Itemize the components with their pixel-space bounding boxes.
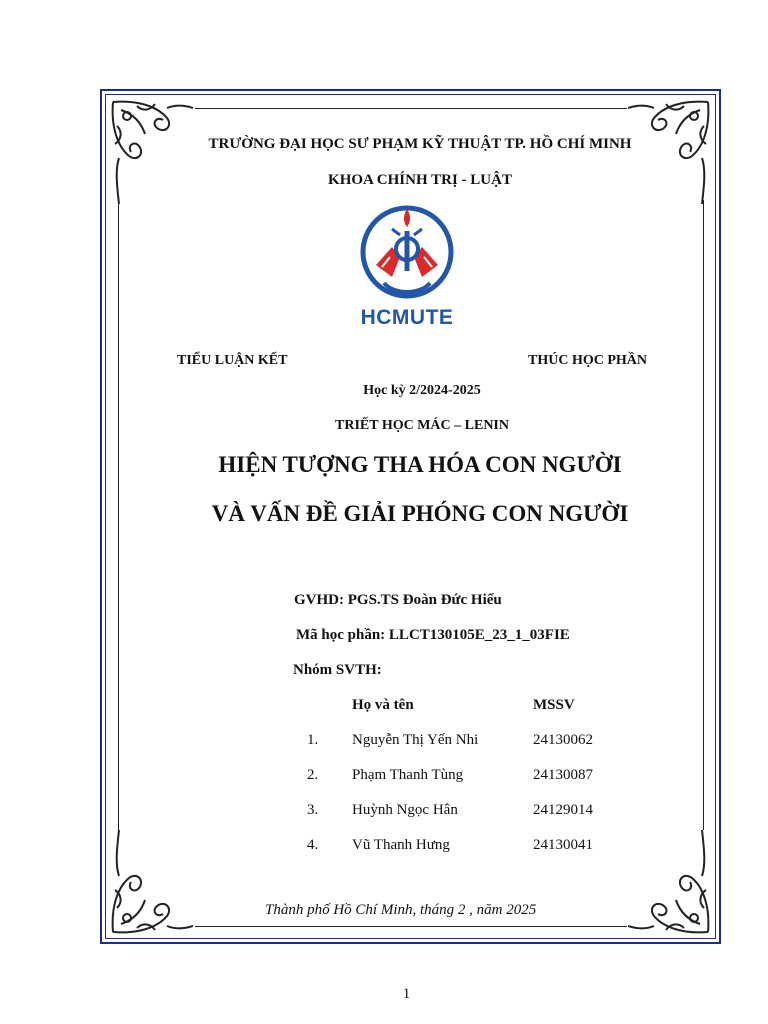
table-header-id: MSSV (533, 697, 575, 713)
essay-type-right: THÚC HỌC PHẦN (528, 353, 647, 368)
group-label: Nhóm SVTH: (293, 662, 382, 678)
logo-wordmark: HCMUTE (360, 306, 454, 329)
student-row-id: 24130087 (533, 767, 593, 783)
border-ornament-line-top (195, 108, 627, 109)
student-row-id: 24129014 (533, 802, 593, 818)
student-row-number: 1. (307, 732, 319, 748)
student-row-id: 24130062 (533, 732, 593, 748)
faculty-name: KHOA CHÍNH TRỊ - LUẬT (328, 172, 512, 188)
essay-title-line1: HIỆN TƯỢNG THA HÓA CON NGƯỜI (218, 452, 622, 477)
border-ornament-line-bottom (195, 926, 627, 927)
student-row-number: 3. (307, 802, 319, 818)
student-row-name: Huỳnh Ngọc Hân (352, 802, 458, 818)
page-number: 1 (402, 986, 411, 1002)
table-header-name: Họ và tên (352, 697, 414, 713)
corner-ornament-bottom-right (628, 828, 714, 938)
university-name: TRƯỜNG ĐẠI HỌC SƯ PHẠM KỸ THUẬT TP. HỒ CHÍ MINH (208, 136, 632, 152)
student-row-name: Phạm Thanh Tùng (352, 767, 464, 783)
student-row-number: 2. (307, 767, 319, 783)
student-row-name: Vũ Thanh Hưng (352, 837, 450, 853)
essay-title-line2: VÀ VẤN ĐỀ GIẢI PHÓNG CON NGƯỜI (211, 501, 629, 526)
advisor: GVHD: PGS.TS Đoàn Đức Hiếu (294, 592, 502, 608)
essay-type-left: TIỂU LUẬN KẾT (177, 353, 288, 368)
student-row-name: Nguyễn Thị Yến Nhi (352, 732, 479, 748)
student-row-number: 4. (307, 837, 319, 853)
course-code: Mã học phần: LLCT130105E_23_1_03FIE (296, 627, 570, 643)
place-date: Thành phố Hồ Chí Minh, tháng 2 , năm 2025 (265, 902, 537, 918)
subject-name: TRIẾT HỌC MÁC – LENIN (335, 418, 509, 433)
student-row-id: 24130041 (533, 837, 593, 853)
semester: Học kỳ 2/2024-2025 (363, 383, 481, 398)
corner-ornament-bottom-left (107, 828, 193, 938)
